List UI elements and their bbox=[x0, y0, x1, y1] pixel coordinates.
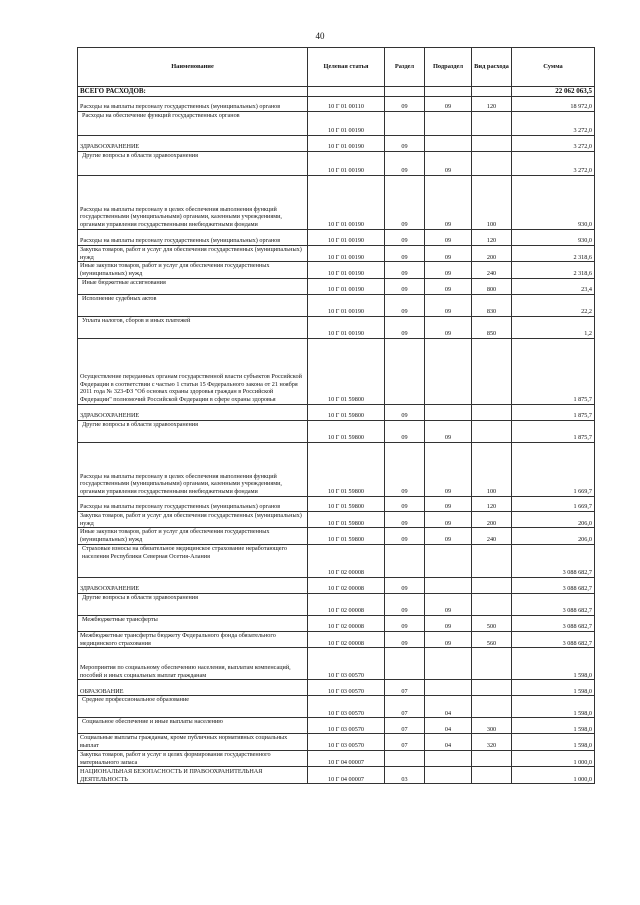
name-cell: Другие вопросы в области здравоохранения bbox=[78, 151, 308, 175]
name-cell: Межбюджетные трансферты bbox=[78, 615, 308, 631]
table-row bbox=[78, 680, 595, 696]
sum-cell: 1 598,0 bbox=[512, 680, 595, 696]
name-cell: Расходы на обеспечение функций государственных органов bbox=[78, 111, 308, 135]
section-cell: 09 bbox=[385, 245, 425, 262]
section-cell bbox=[385, 750, 425, 767]
table-row bbox=[78, 734, 595, 751]
code-cell: 10 Г 03 00570 bbox=[308, 680, 385, 696]
code-cell: 10 Г 02 00008 bbox=[308, 631, 385, 648]
code-cell: 10 Г 02 00008 bbox=[308, 615, 385, 631]
subsection-cell bbox=[425, 577, 472, 593]
subsection-cell: 09 bbox=[425, 278, 472, 294]
vid-cell bbox=[472, 648, 512, 680]
code-cell: 10 Г 01 00190 bbox=[308, 316, 385, 338]
table-row bbox=[78, 615, 595, 631]
subsection-cell: 09 bbox=[425, 175, 472, 229]
code-cell: 10 Г 02 00008 bbox=[308, 544, 385, 577]
section-cell: 09 bbox=[385, 615, 425, 631]
name-cell: Исполнение судебных актов bbox=[78, 294, 308, 316]
section-cell: 09 bbox=[385, 577, 425, 593]
sum-cell: 1 598,0 bbox=[512, 648, 595, 680]
code-cell: 10 Г 01 00190 bbox=[308, 262, 385, 279]
vid-cell: 800 bbox=[472, 278, 512, 294]
header-sum: Сумма bbox=[512, 48, 595, 87]
sum-cell: 1 669,7 bbox=[512, 496, 595, 511]
name-cell: НАЦИОНАЛЬНАЯ БЕЗОПАСНОСТЬ И ПРАВООХРАНИТЕЛЬНАЯ ДЕЯТЕЛЬНОСТЬ bbox=[78, 767, 308, 784]
subsection-cell: 04 bbox=[425, 718, 472, 734]
sum-cell: 3 088 682,7 bbox=[512, 615, 595, 631]
vid-cell: 850 bbox=[472, 316, 512, 338]
name-cell: Мероприятия по социальному обеспечению населения, выплатам компенсаций, пособий и иных социальных выплат гражданам bbox=[78, 648, 308, 680]
vid-cell bbox=[472, 544, 512, 577]
table-row bbox=[78, 96, 595, 111]
sum-cell: 1 000,0 bbox=[512, 767, 595, 784]
table-row bbox=[78, 496, 595, 511]
name-cell: Закупка товаров, работ и услуг для обеспечения государственных (муниципальных) нужд bbox=[78, 245, 308, 262]
table-header bbox=[78, 48, 595, 87]
code-cell: 10 Г 03 00570 bbox=[308, 696, 385, 718]
page-number: 40 bbox=[315, 31, 325, 41]
sum-cell: 1 875,7 bbox=[512, 420, 595, 442]
sum-cell: 206,0 bbox=[512, 528, 595, 545]
subsection-cell: 09 bbox=[425, 151, 472, 175]
table-row bbox=[78, 593, 595, 615]
table-row bbox=[78, 577, 595, 593]
code-cell: 10 Г 01 59800 bbox=[308, 528, 385, 545]
code-cell: 10 Г 01 00190 bbox=[308, 111, 385, 135]
table-row bbox=[78, 316, 595, 338]
name-cell: Иные бюджетные ассигнования bbox=[78, 278, 308, 294]
vid-cell: 120 bbox=[472, 496, 512, 511]
section-cell: 09 bbox=[385, 278, 425, 294]
table-row bbox=[78, 528, 595, 545]
table-row bbox=[78, 404, 595, 420]
sum-cell: 1 598,0 bbox=[512, 696, 595, 718]
table-row bbox=[78, 175, 595, 229]
sum-cell: 1 598,0 bbox=[512, 718, 595, 734]
name-cell: Закупка товаров, работ и услуг в целях формирования государственного материального запаса bbox=[78, 750, 308, 767]
vid-cell: 500 bbox=[472, 615, 512, 631]
sum-cell: 2 318,6 bbox=[512, 245, 595, 262]
sum-cell: 3 272,0 bbox=[512, 135, 595, 151]
vid-cell bbox=[472, 680, 512, 696]
table-row bbox=[78, 229, 595, 245]
vid-cell: 200 bbox=[472, 511, 512, 528]
sum-cell: 1 669,7 bbox=[512, 442, 595, 496]
header-subsection: Подраздел bbox=[425, 48, 472, 87]
subsection-cell bbox=[425, 135, 472, 151]
vid-cell: 120 bbox=[472, 96, 512, 111]
subsection-cell bbox=[425, 544, 472, 577]
header-vid: Вид расхода bbox=[472, 48, 512, 87]
subsection-cell bbox=[425, 111, 472, 135]
code-cell: 10 Г 01 00190 bbox=[308, 175, 385, 229]
table-row bbox=[78, 631, 595, 648]
section-cell: 09 bbox=[385, 96, 425, 111]
section-cell bbox=[385, 338, 425, 404]
name-cell: Другие вопросы в области здравоохранения bbox=[78, 420, 308, 442]
name-cell: ВСЕГО РАСХОДОВ: bbox=[78, 87, 308, 97]
subsection-cell: 09 bbox=[425, 294, 472, 316]
sum-cell: 3 088 682,7 bbox=[512, 593, 595, 615]
sum-cell: 22,2 bbox=[512, 294, 595, 316]
section-cell: 09 bbox=[385, 631, 425, 648]
subsection-cell: 09 bbox=[425, 262, 472, 279]
name-cell: Закупка товаров, работ и услуг для обеспечения государственных (муниципальных) нужд bbox=[78, 511, 308, 528]
subsection-cell: 09 bbox=[425, 496, 472, 511]
code-cell bbox=[308, 87, 385, 97]
subsection-cell: 09 bbox=[425, 615, 472, 631]
name-cell: ЗДРАВООХРАНЕНИЕ bbox=[78, 577, 308, 593]
sum-cell: 1 598,0 bbox=[512, 734, 595, 751]
code-cell: 10 Г 03 00570 bbox=[308, 734, 385, 751]
vid-cell: 300 bbox=[472, 718, 512, 734]
vid-cell: 830 bbox=[472, 294, 512, 316]
vid-cell: 560 bbox=[472, 631, 512, 648]
code-cell: 10 Г 01 00190 bbox=[308, 135, 385, 151]
header-section: Раздел bbox=[385, 48, 425, 87]
sum-cell: 1 000,0 bbox=[512, 750, 595, 767]
code-cell: 10 Г 02 00008 bbox=[308, 577, 385, 593]
name-cell: Социальное обеспечение и иные выплаты населению bbox=[78, 718, 308, 734]
name-cell: Другие вопросы в области здравоохранения bbox=[78, 593, 308, 615]
section-cell: 07 bbox=[385, 718, 425, 734]
subsection-cell: 09 bbox=[425, 631, 472, 648]
name-cell: ЗДРАВООХРАНЕНИЕ bbox=[78, 135, 308, 151]
section-cell bbox=[385, 648, 425, 680]
sum-cell: 3 088 682,7 bbox=[512, 544, 595, 577]
section-cell: 09 bbox=[385, 420, 425, 442]
sum-cell: 206,0 bbox=[512, 511, 595, 528]
code-cell: 10 Г 01 00190 bbox=[308, 294, 385, 316]
name-cell: Осуществление переданных органам государственной власти субъектов Российской Федерации в соответствии с частью 1 статьи 15 Федерального закона от 21 ноября 2011 года № 323-ФЗ "Об основах охраны здоровья граждан в Российской Федерации" полномочий Российской Федерации в сфере охраны здоровья bbox=[78, 338, 308, 404]
table-row bbox=[78, 511, 595, 528]
code-cell: 10 Г 01 00190 bbox=[308, 278, 385, 294]
section-cell: 09 bbox=[385, 404, 425, 420]
name-cell: ОБРАЗОВАНИЕ bbox=[78, 680, 308, 696]
name-cell: Расходы на выплаты персоналу в целях обеспечения выполнения функций государственными (муниципальными) органами, казенными учреждениями, органами управления государственными внебюджетными фондами bbox=[78, 175, 308, 229]
table-row bbox=[78, 442, 595, 496]
code-cell: 10 Г 01 59800 bbox=[308, 404, 385, 420]
section-cell: 09 bbox=[385, 294, 425, 316]
sum-cell: 1,2 bbox=[512, 316, 595, 338]
subsection-cell bbox=[425, 404, 472, 420]
name-cell: Социальные выплаты гражданам, кроме публичных нормативных социальных выплат bbox=[78, 734, 308, 751]
name-cell: Межбюджетные трансферты бюджету Федерального фонда обязательного медицинского страхования bbox=[78, 631, 308, 648]
code-cell: 10 Г 01 00110 bbox=[308, 96, 385, 111]
subsection-cell: 09 bbox=[425, 245, 472, 262]
code-cell: 10 Г 01 59800 bbox=[308, 420, 385, 442]
vid-cell: 100 bbox=[472, 442, 512, 496]
section-cell: 07 bbox=[385, 734, 425, 751]
vid-cell: 240 bbox=[472, 528, 512, 545]
sum-cell: 18 972,0 bbox=[512, 96, 595, 111]
name-cell: Страховые взносы на обязательное медицинское страхование неработающего населения Республики Северная Осетия-Алания bbox=[78, 544, 308, 577]
sum-cell: 930,0 bbox=[512, 229, 595, 245]
section-cell: 09 bbox=[385, 135, 425, 151]
subsection-cell bbox=[425, 750, 472, 767]
code-cell: 10 Г 01 00190 bbox=[308, 151, 385, 175]
sum-cell: 22 062 063,5 bbox=[512, 87, 595, 97]
section-cell: 09 bbox=[385, 528, 425, 545]
code-cell: 10 Г 04 00007 bbox=[308, 767, 385, 784]
vid-cell bbox=[472, 111, 512, 135]
table-row bbox=[78, 151, 595, 175]
header-name: Наименование bbox=[78, 48, 308, 87]
vid-cell bbox=[472, 750, 512, 767]
vid-cell: 320 bbox=[472, 734, 512, 751]
subsection-cell: 09 bbox=[425, 229, 472, 245]
subsection-cell: 09 bbox=[425, 96, 472, 111]
table-row bbox=[78, 718, 595, 734]
code-cell: 10 Г 01 00190 bbox=[308, 245, 385, 262]
vid-cell bbox=[472, 135, 512, 151]
name-cell: Уплата налогов, сборов и иных платежей bbox=[78, 316, 308, 338]
vid-cell: 120 bbox=[472, 229, 512, 245]
name-cell: ЗДРАВООХРАНЕНИЕ bbox=[78, 404, 308, 420]
section-cell: 09 bbox=[385, 511, 425, 528]
section-cell: 09 bbox=[385, 593, 425, 615]
table-row bbox=[78, 696, 595, 718]
sum-cell: 930,0 bbox=[512, 175, 595, 229]
section-cell: 09 bbox=[385, 262, 425, 279]
name-cell: Расходы на выплаты персоналу в целях обеспечения выполнения функций государственными (муниципальными) органами, казенными учреждениями, органами управления государственными внебюджетными фондами bbox=[78, 442, 308, 496]
section-cell: 03 bbox=[385, 767, 425, 784]
subsection-cell bbox=[425, 338, 472, 404]
total-row bbox=[78, 87, 595, 97]
code-cell: 10 Г 01 59800 bbox=[308, 442, 385, 496]
sum-cell: 1 875,7 bbox=[512, 338, 595, 404]
subsection-cell: 09 bbox=[425, 316, 472, 338]
sum-cell: 23,4 bbox=[512, 278, 595, 294]
sum-cell: 3 088 682,7 bbox=[512, 577, 595, 593]
section-cell: 09 bbox=[385, 316, 425, 338]
sum-cell: 3 272,0 bbox=[512, 111, 595, 135]
code-cell: 10 Г 02 00008 bbox=[308, 593, 385, 615]
table-row bbox=[78, 111, 595, 135]
code-cell: 10 Г 01 59800 bbox=[308, 496, 385, 511]
subsection-cell: 04 bbox=[425, 696, 472, 718]
code-cell: 10 Г 01 59800 bbox=[308, 511, 385, 528]
section-cell: 09 bbox=[385, 496, 425, 511]
section-cell: 07 bbox=[385, 680, 425, 696]
section-cell bbox=[385, 111, 425, 135]
table-row bbox=[78, 278, 595, 294]
name-cell: Иные закупки товаров, работ и услуг для обеспечения государственных (муниципальных) нужд bbox=[78, 528, 308, 545]
section-cell: 09 bbox=[385, 229, 425, 245]
vid-cell: 240 bbox=[472, 262, 512, 279]
name-cell: Расходы на выплаты персоналу государственных (муниципальных) органов bbox=[78, 229, 308, 245]
name-cell: Расходы на выплаты персоналу государственных (муниципальных) органов bbox=[78, 496, 308, 511]
header-code: Целевая статья bbox=[308, 48, 385, 87]
subsection-cell: 09 bbox=[425, 511, 472, 528]
subsection-cell: 04 bbox=[425, 734, 472, 751]
section-cell bbox=[385, 544, 425, 577]
subsection-cell bbox=[425, 648, 472, 680]
table-row bbox=[78, 544, 595, 577]
vid-cell bbox=[472, 87, 512, 97]
subsection-cell bbox=[425, 680, 472, 696]
vid-cell bbox=[472, 420, 512, 442]
table-row bbox=[78, 648, 595, 680]
code-cell: 10 Г 03 00570 bbox=[308, 648, 385, 680]
vid-cell bbox=[472, 696, 512, 718]
section-cell: 09 bbox=[385, 175, 425, 229]
sum-cell: 3 088 682,7 bbox=[512, 631, 595, 648]
subsection-cell: 09 bbox=[425, 528, 472, 545]
table-body bbox=[78, 87, 595, 784]
section-cell: 07 bbox=[385, 696, 425, 718]
section-cell bbox=[385, 87, 425, 97]
vid-cell bbox=[472, 767, 512, 784]
code-cell: 10 Г 01 00190 bbox=[308, 229, 385, 245]
name-cell: Среднее профессиональное образование bbox=[78, 696, 308, 718]
vid-cell bbox=[472, 338, 512, 404]
vid-cell bbox=[472, 151, 512, 175]
section-cell: 09 bbox=[385, 151, 425, 175]
name-cell: Иные закупки товаров, работ и услуг для обеспечения государственных (муниципальных) нужд bbox=[78, 262, 308, 279]
budget-table bbox=[77, 47, 595, 784]
sum-cell: 3 272,0 bbox=[512, 151, 595, 175]
vid-cell bbox=[472, 577, 512, 593]
table-row bbox=[78, 750, 595, 767]
code-cell: 10 Г 01 59800 bbox=[308, 338, 385, 404]
code-cell: 10 Г 03 00570 bbox=[308, 718, 385, 734]
vid-cell: 100 bbox=[472, 175, 512, 229]
vid-cell bbox=[472, 593, 512, 615]
table-row bbox=[78, 294, 595, 316]
code-cell: 10 Г 04 00007 bbox=[308, 750, 385, 767]
subsection-cell bbox=[425, 767, 472, 784]
table-row bbox=[78, 420, 595, 442]
table-row bbox=[78, 262, 595, 279]
table-row bbox=[78, 338, 595, 404]
subsection-cell: 09 bbox=[425, 593, 472, 615]
subsection-cell: 09 bbox=[425, 420, 472, 442]
table-row bbox=[78, 767, 595, 784]
section-cell: 09 bbox=[385, 442, 425, 496]
table-row bbox=[78, 245, 595, 262]
vid-cell: 200 bbox=[472, 245, 512, 262]
subsection-cell bbox=[425, 87, 472, 97]
name-cell: Расходы на выплаты персоналу государственных (муниципальных) органов bbox=[78, 96, 308, 111]
subsection-cell: 09 bbox=[425, 442, 472, 496]
vid-cell bbox=[472, 404, 512, 420]
table-row bbox=[78, 135, 595, 151]
sum-cell: 1 875,7 bbox=[512, 404, 595, 420]
sum-cell: 2 318,6 bbox=[512, 262, 595, 279]
